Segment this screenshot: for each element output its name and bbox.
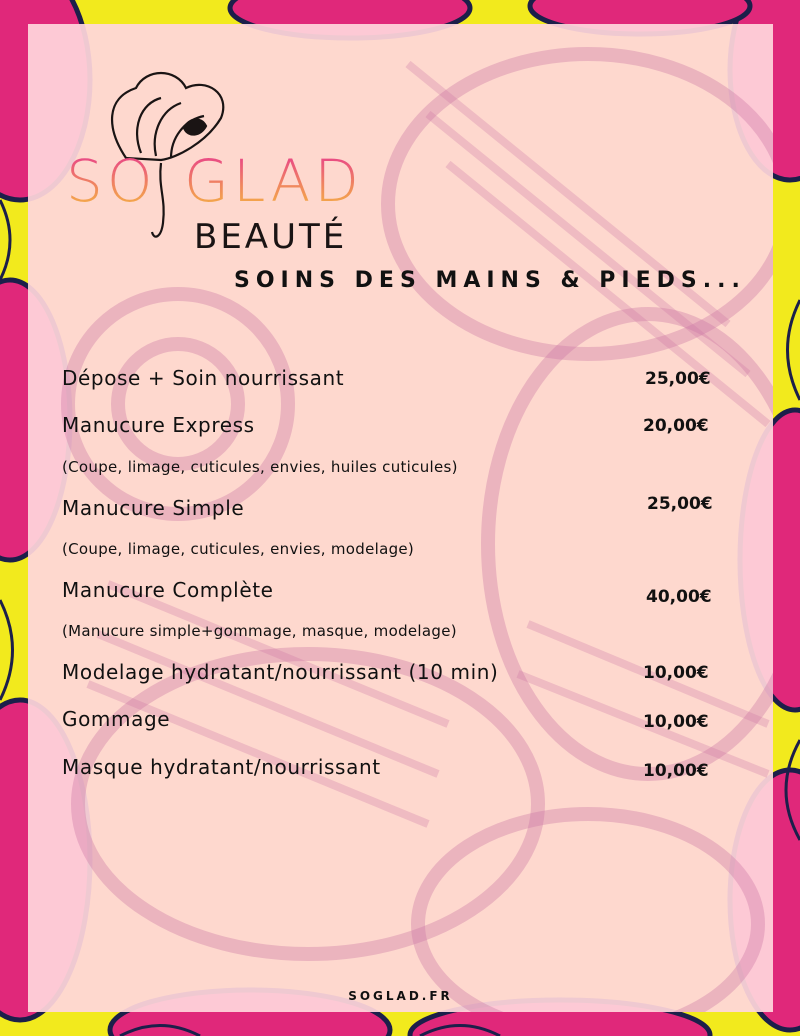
footer-website: SOGLAD.FR bbox=[348, 989, 453, 1003]
service-price: 10,00€ bbox=[643, 712, 709, 732]
service-price: 25,00€ bbox=[647, 494, 713, 514]
service-details: (Manucure simple+gommage, masque, modelage) bbox=[62, 622, 457, 640]
service-name: Manucure Simple bbox=[62, 496, 245, 520]
logo-beaute-text: BEAUTÉ bbox=[194, 217, 348, 257]
service-name: Dépose + Soin nourrissant bbox=[62, 366, 345, 390]
service-name: Gommage bbox=[62, 707, 171, 731]
service-price: 25,00€ bbox=[645, 369, 711, 389]
service-name: Masque hydratant/nourrissant bbox=[62, 755, 381, 779]
menu-panel bbox=[28, 24, 773, 1012]
service-name: Manucure Express bbox=[62, 413, 255, 437]
service-price: 10,00€ bbox=[643, 663, 709, 683]
brand-logo bbox=[66, 48, 366, 260]
logo-so-text: SO bbox=[66, 147, 157, 215]
service-details: (Coupe, limage, cuticules, envies, huiles cuticules) bbox=[62, 458, 458, 476]
service-price: 10,00€ bbox=[643, 761, 709, 781]
service-details: (Coupe, limage, cuticules, envies, modelage) bbox=[62, 540, 415, 558]
service-price: 40,00€ bbox=[646, 587, 712, 607]
service-name: Modelage hydratant/nourrissant (10 min) bbox=[62, 660, 499, 684]
page-title: SOINS DES MAINS & PIEDS... bbox=[234, 268, 746, 293]
service-price: 20,00€ bbox=[643, 416, 709, 436]
logo-glad-text: GLAD bbox=[184, 147, 363, 215]
service-name: Manucure Complète bbox=[62, 578, 274, 602]
